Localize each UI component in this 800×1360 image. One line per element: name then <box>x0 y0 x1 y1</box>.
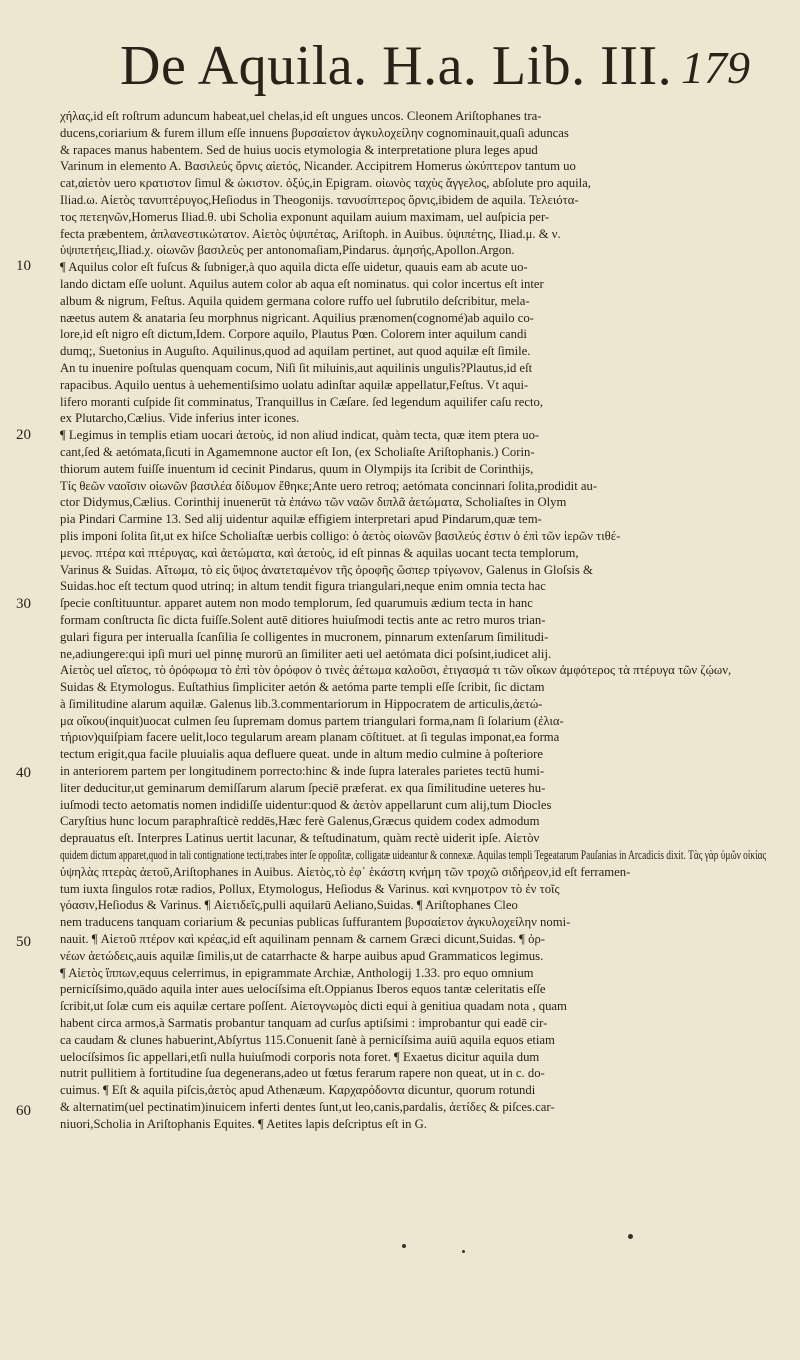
margin-line-number: 10 <box>16 258 31 274</box>
text-line: Suidas & Etymologus. Euſtathius ſimpliciter aetón & aetóma parte templi eſſe ſcribit, ſic dictam <box>60 680 545 695</box>
text-line: cant,ſed & aetómata,ſicuti in Agamemnone auctor eſt Ion, (ex Scholiaſte Ariſtophanis.) Corin- <box>60 444 535 459</box>
text-line: ducens,coriarium & furem illum eſſe innuens βυρσαίετον ἀγκυλοχείλην cognominauit,quaſi aduncas <box>60 125 569 140</box>
running-title: De Aquila. H.a. Lib. III. <box>120 35 673 97</box>
text-line: plis imponi ſolita ſit,ut ex hiſce Scholiaſtæ uerbis colligo: ὁ ἀετὸς οἰωνῶν βασιλεύς ἐστιν ὁ ἐπὶ τῶν ἱερῶν τιθέ- <box>60 528 621 543</box>
text-line: lore,id eſt nigro eſt dictum,Idem. Corpore aquilo, Plautus Pœn. Colorem inter aquilum candi <box>60 327 527 342</box>
ink-spot <box>628 1234 633 1239</box>
text-line: μα οἴκου(inquit)uocat culmen ſeu ſupremam domus partem triangulari forma,nam ſi ſolarium (ἐλια- <box>60 713 564 728</box>
text-line: ſpecie conſtituuntur. apparet autem non modo templorum, ſed quarumuis ædium tecta in hanc <box>60 596 533 611</box>
ink-spot <box>462 1250 465 1253</box>
text-line: τος πετεηνῶν,Homerus Iliad.θ. ubi Scholia exponunt aquilam auium maximam, uel auſpicia per- <box>60 209 550 224</box>
text-line: rapacibus. Aquilo uentus à uehementiſsimo uolatu adinſtar aquilæ appellatur,Feſtus. Vt aqui- <box>60 377 529 392</box>
text-line: nem traducens tanquam coriarium & pecunias publicas ſuffurantem βυρσαίετον ἀγκυλοχείλην nomi- <box>60 915 571 930</box>
text-line: pia Pindari Carmine 13. Sed alij uidentur aquilæ effigiem interpretari apud Pindarum,quæ tem- <box>60 512 542 527</box>
text-line: à ſimilitudine alarum aquilæ. Galenus lib.3.commentariorum in Hippocratem de articulis,ἀετώ- <box>60 696 543 711</box>
text-line: μενος. πτέρα καὶ πτέρυγας, καὶ ἀετώματα, καὶ ἀετοὺς, id eſt pinnas & aquilas uocant tecta templorum, <box>60 545 579 560</box>
margin-line-number: 20 <box>16 427 31 443</box>
text-line: γόασιν,Heſiodus & Varinus. ¶ Αἰετιδεῖς,pulli aquilarū Aeliano,Suidas. ¶ Ariſtophanes Cleo <box>60 898 518 913</box>
text-line: næetus autem & anataria ſeu morphnus nigricant. Aquilius prænomen(cognomé)ab aquilo co- <box>60 310 534 325</box>
text-line: cat,αἰετὸν uero κρατιστον ſimul & ὠκιστον. ὀξύς,in Epigram. οἰωνὸς ταχὺς ἄγγελος, abſolute pro aquila, <box>60 176 591 191</box>
text-line: liter deducitur,ut geminarum demiſſarum alarum ſpeciē præferat. ex qua ſimilitudine ueteres hu- <box>60 780 546 795</box>
text-line: cuimus. ¶ Eſt & aquila piſcis,ἀετὸς apud Athenæum. Καρχαρόδοντα dicuntur, quorum rotundi <box>60 1083 536 1098</box>
text-line: gulari figura per interualla ſcanſilia ſe colligentes in mucronem, pinnarum extenſarum ſimilitudi- <box>60 629 549 644</box>
text-line: ὑψηλὰς πτερὰς ἀετοῦ,Ariſtophanes in Auibus. Αἰετὸς,τὸ ἐφ᾽ ἑκάστη κνήμη τῶν τροχῶ σιδήρεον,id eſt ferramen- <box>60 864 631 879</box>
text-line: ſcribit,ut ſolæ cum eis aquilæ certare poſſent. Αἰετογνωμὸς dicti equi à genitiua quadam nota , quam <box>60 999 567 1014</box>
text-line: quidem dictum apparet,quod in tali contignatione tecti,trabes inter ſe oppoſitæ, colligatæ uideantur & connexæ. Aquilas templi Tegeatarum Pauſanias in Arcadicis dixit. Τὰς γὰρ ὑμῶν οἰκίας <box>60 848 767 863</box>
margin-line-number: 50 <box>16 934 31 950</box>
text-line: lando dictam eſſe uolunt. Aquilus autem color ab aqua eſt nominatus. qui color incertus eſt inter <box>60 276 544 291</box>
text-line: nutrit pullitiem à fortitudine ſua degenerans,adeo ut fœtus ferarum rapere non queat, ut in c. do- <box>60 1066 545 1081</box>
text-line: ὑψιπετήεις,Iliad.χ. οἰωνῶν βασιλεὺς per antonomaſiam,Pindarus. ἀμησής,Apollon.Argon. <box>60 243 515 258</box>
text-line: An tu inuenire poſtulas quenquam cocum, Niſi ſit miluinis,aut aquilinis ungulis?Plautus,id eſt <box>60 360 533 375</box>
text-line: νέων ἀετώδεις,auis aquilæ ſimilis,ut de catarrhacte & harpe auibus apud Grammaticos legimus. <box>60 948 544 963</box>
text-line: formam conſtructa ſic dicta fuiſſe.Solent autē ditiores huiuſmodi tectis ante ac retro muros trian- <box>60 612 546 627</box>
text-line: ctor Didymus,Cælius. Corinthij inuenerūt τὰ ἐπάνω τῶν ναῶν διπλᾶ ἀετώματα, Scholiaſtes in Olym <box>60 495 567 510</box>
margin-line-number: 30 <box>16 596 31 612</box>
text-line: thiorum autem fuiſſe inuentum id cecinit Pindarus, quum in Olympijs ita ſcribit de Corinthijs, <box>60 461 534 476</box>
page-header <box>120 34 760 104</box>
page-number: 179 <box>681 42 750 93</box>
text-line: nauit. ¶ Αἰετοῦ πτέρον καὶ κρέας,id eſt aquilinam pennam & carnem Græci dicunt,Suidas. ¶ ὀρ- <box>60 932 546 947</box>
text-line: & alternatim(uel pectinatim)inuicem inferti dentes ſunt,ut leo,canis,pardalis, ἀετίδες & piſces.car- <box>60 1100 555 1115</box>
text-line: Varinum in elemento A. Βασιλεύς ὄρνις αἰετός, Nicander. Accipitrem Homerus ὠκύπτερον tantum uo <box>60 159 576 174</box>
text-line: lifero moranti cuſpide ſit comminatus, Tranquillus in Cæſare. ſed legendum aquilifer caſu recto, <box>60 394 544 409</box>
text-line: iuſmodi tecto aetomatis nomen indidiſſe uidentur:quod & ἀετὸν appellarunt cum alij,tum Diocles <box>60 797 552 812</box>
text-line: & rapaces manus habentem. Sed de huius uocis etymologia & interpretatione plura leges apud <box>60 142 538 157</box>
text-line: tectum erigit,qua facile pluuialis aqua defluere queat. unde in altum medio culmine à poſteriore <box>60 747 544 762</box>
text-line: pernicíſsimo,quādo aquila inter aues uelocíſsima eſt.Oppianus Iberos equos tantæ celeritatis eſſe <box>60 982 546 997</box>
text-line: Αἰετὸς uel αἴετος, τὸ ὀρόφωμα τὸ ἐπὶ τὸν ὀρόφον ὁ τινὲς ἀέτωμα καλοῦσι, ἐτιγασμά τι τῶν οἴκων ἀμφότερος τὰ πτέρυγα τῶν ζῴων, <box>60 663 732 678</box>
text-line: Τίς θεῶν ναοῖσιν οἰωνῶν βασιλέα δίδυμον ἔθηκε;Ante uero retroq; aetómata concinnari ſolita,prodidit au- <box>60 478 598 493</box>
text-line: fecta præbentem, ἀπλανεστικώτατον. Αἰετὸς ὑψιπέτας, Ariſtoph. in Auibus. ὑψιπέτης, Iliad.μ. & ν. <box>60 226 561 241</box>
text-line: deprauatus eſt. Interpres Latinus uertit lacunar, & teſtudinatum, quàm rectè uiderit ipſe. Αἰετὸν <box>60 831 540 846</box>
text-line: ex Plutarcho,Cælius. Vide inferius inter icones. <box>60 411 300 426</box>
text-line: ¶ Aquilus color eſt fuſcus & ſubniger,à quo aquila dicta eſſe uidetur, quauis eam ab acute uo- <box>60 260 528 275</box>
text-line: Caryſtius hunc locum paraphraſticè reddēs,Hæc ferè Galenus,Græcus quidem codex admodum <box>60 814 540 829</box>
text-line: tum iuxta ſingulos rotæ radios, Pollux, Etymologus, Heſiodus & Varinus. καὶ κνημοτρον τὸ ἐν τοῖς <box>60 881 560 896</box>
text-line: ¶ Legimus in templis etiam uocari ἀετοὺς, id non aliud indicat, quàm tecta, quæ item ptera uo- <box>60 428 540 443</box>
text-line: album & nigrum, Feſtus. Aquila quidem germana colore ruffo uel ſubrutilo deſcribitur, mela- <box>60 293 530 308</box>
text-line: Varinus & Suidas. Αἴτωμα, τὸ εἰς ὕψος ἀνατεταμένον τῆς ὀροφῆς ὥσπερ τρίγωνον, Galenus in Gloſsis & <box>60 562 593 577</box>
margin-line-number: 40 <box>16 765 31 781</box>
text-line: niuori,Scholia in Ariſtophanis Equites. ¶ Aetites lapis deſcriptus eſt in G. <box>60 1116 427 1131</box>
text-line: Suidas.hoc eſt tectum quod utrinq; in altum tendit figura triangulari,neque enim omnia tecta hac <box>60 579 546 594</box>
text-line: ca caudam & clunes habuerint,Abſyrtus 115.Conuenit ſanè à pernicíſsima auiū aquila equos etiam <box>60 1032 555 1047</box>
text-line: Iliad.ω. Αἰετὸς τανυπτέρυγος,Heſiodus in Theogonijs. τανυσίπτερος ὄρνις,ibidem de aquila. Τελειότα- <box>60 192 579 207</box>
text-line: uelocíſsimos ſic appellari,etſi nulla huiuſmodi corporis nota foret. ¶ Exaetus dicitur aquila dum <box>60 1049 540 1064</box>
text-line: dumq;, Suetonius in Auguſto. Aquilinus,quod ad aquilam pertinet, aut quod aquilæ eſt ſimile. <box>60 344 531 359</box>
text-line: ne,adiungere:qui ipſi muri uel pinnę murorū an ſimiliter aeti uel aetómata dici poſsint,iudicet alij. <box>60 646 552 661</box>
text-line: habent circa armos,à Sarmatis probantur tanquam ad curſus aptiſsimi : improbantur qui eadē cir- <box>60 1016 548 1031</box>
ink-spot <box>402 1244 406 1248</box>
text-line: in anteriorem partem per longitudinem porrecto:hinc & inde ſupra laterales parietes tectū humi- <box>60 764 545 779</box>
text-line: χήλας,id eſt roſtrum aduncum habeat,uel chelas,id eſt ungues uncos. Cleonem Ariſtophanes tra- <box>60 109 542 123</box>
text-line: ¶ Αἰετὸς ἵππων,equus celerrimus, in epigrammate Archiæ, Anthologij 1.33. pro equo omnium <box>60 965 534 980</box>
margin-line-number: 60 <box>16 1103 31 1119</box>
text-line: τήριον)quiſpiam facere uelit,loco tegularum aream planam cōſtituet. at ſi tegulas imponat,ea forma <box>60 730 560 745</box>
body-text <box>60 108 766 1133</box>
